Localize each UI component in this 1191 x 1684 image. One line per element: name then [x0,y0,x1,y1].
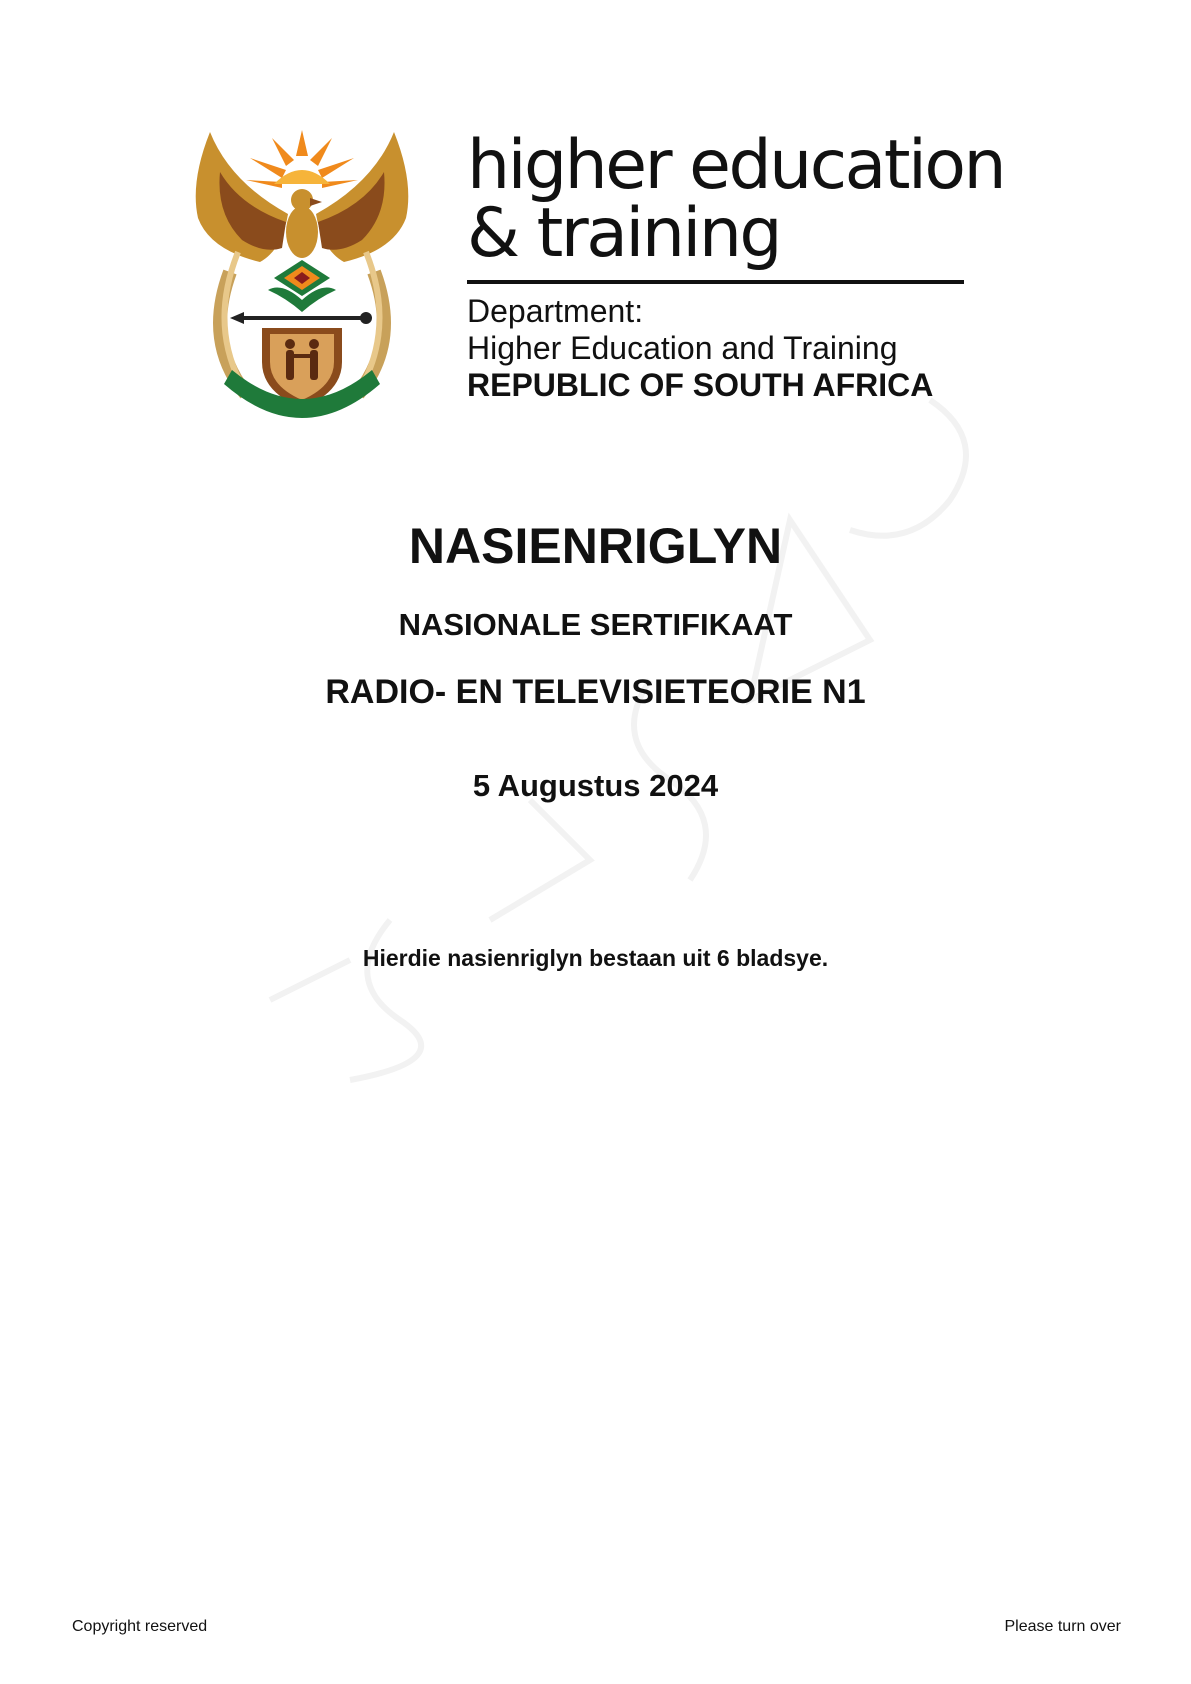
page-count-note: Hierdie nasienriglyn bestaan uit 6 bladsye. [362,945,829,971]
brand-divider [467,280,964,284]
country-name: REPUBLIC OF SOUTH AFRICA [467,367,934,403]
letterhead [190,122,1005,422]
watermark-graphic [230,380,1050,1100]
footer-copyright: Copyright reserved [72,1618,208,1635]
subject-title: RADIO- EN TELEVISIETEORIE N1 [325,673,866,711]
department-block [467,126,1005,404]
brand-line-1: higher education [467,126,1005,205]
department-label: Department: [467,293,644,329]
brand-line-2: & training [467,194,781,273]
footer-turn-over: Please turn over [1004,1618,1121,1635]
coat-of-arms-icon [190,122,415,422]
certificate-title: NASIONALE SERTIFIKAAT [398,607,793,642]
document-title: NASIENRIGLYN [408,518,783,574]
exam-date: 5 Augustus 2024 [472,768,719,803]
department-name: Higher Education and Training [467,330,898,366]
